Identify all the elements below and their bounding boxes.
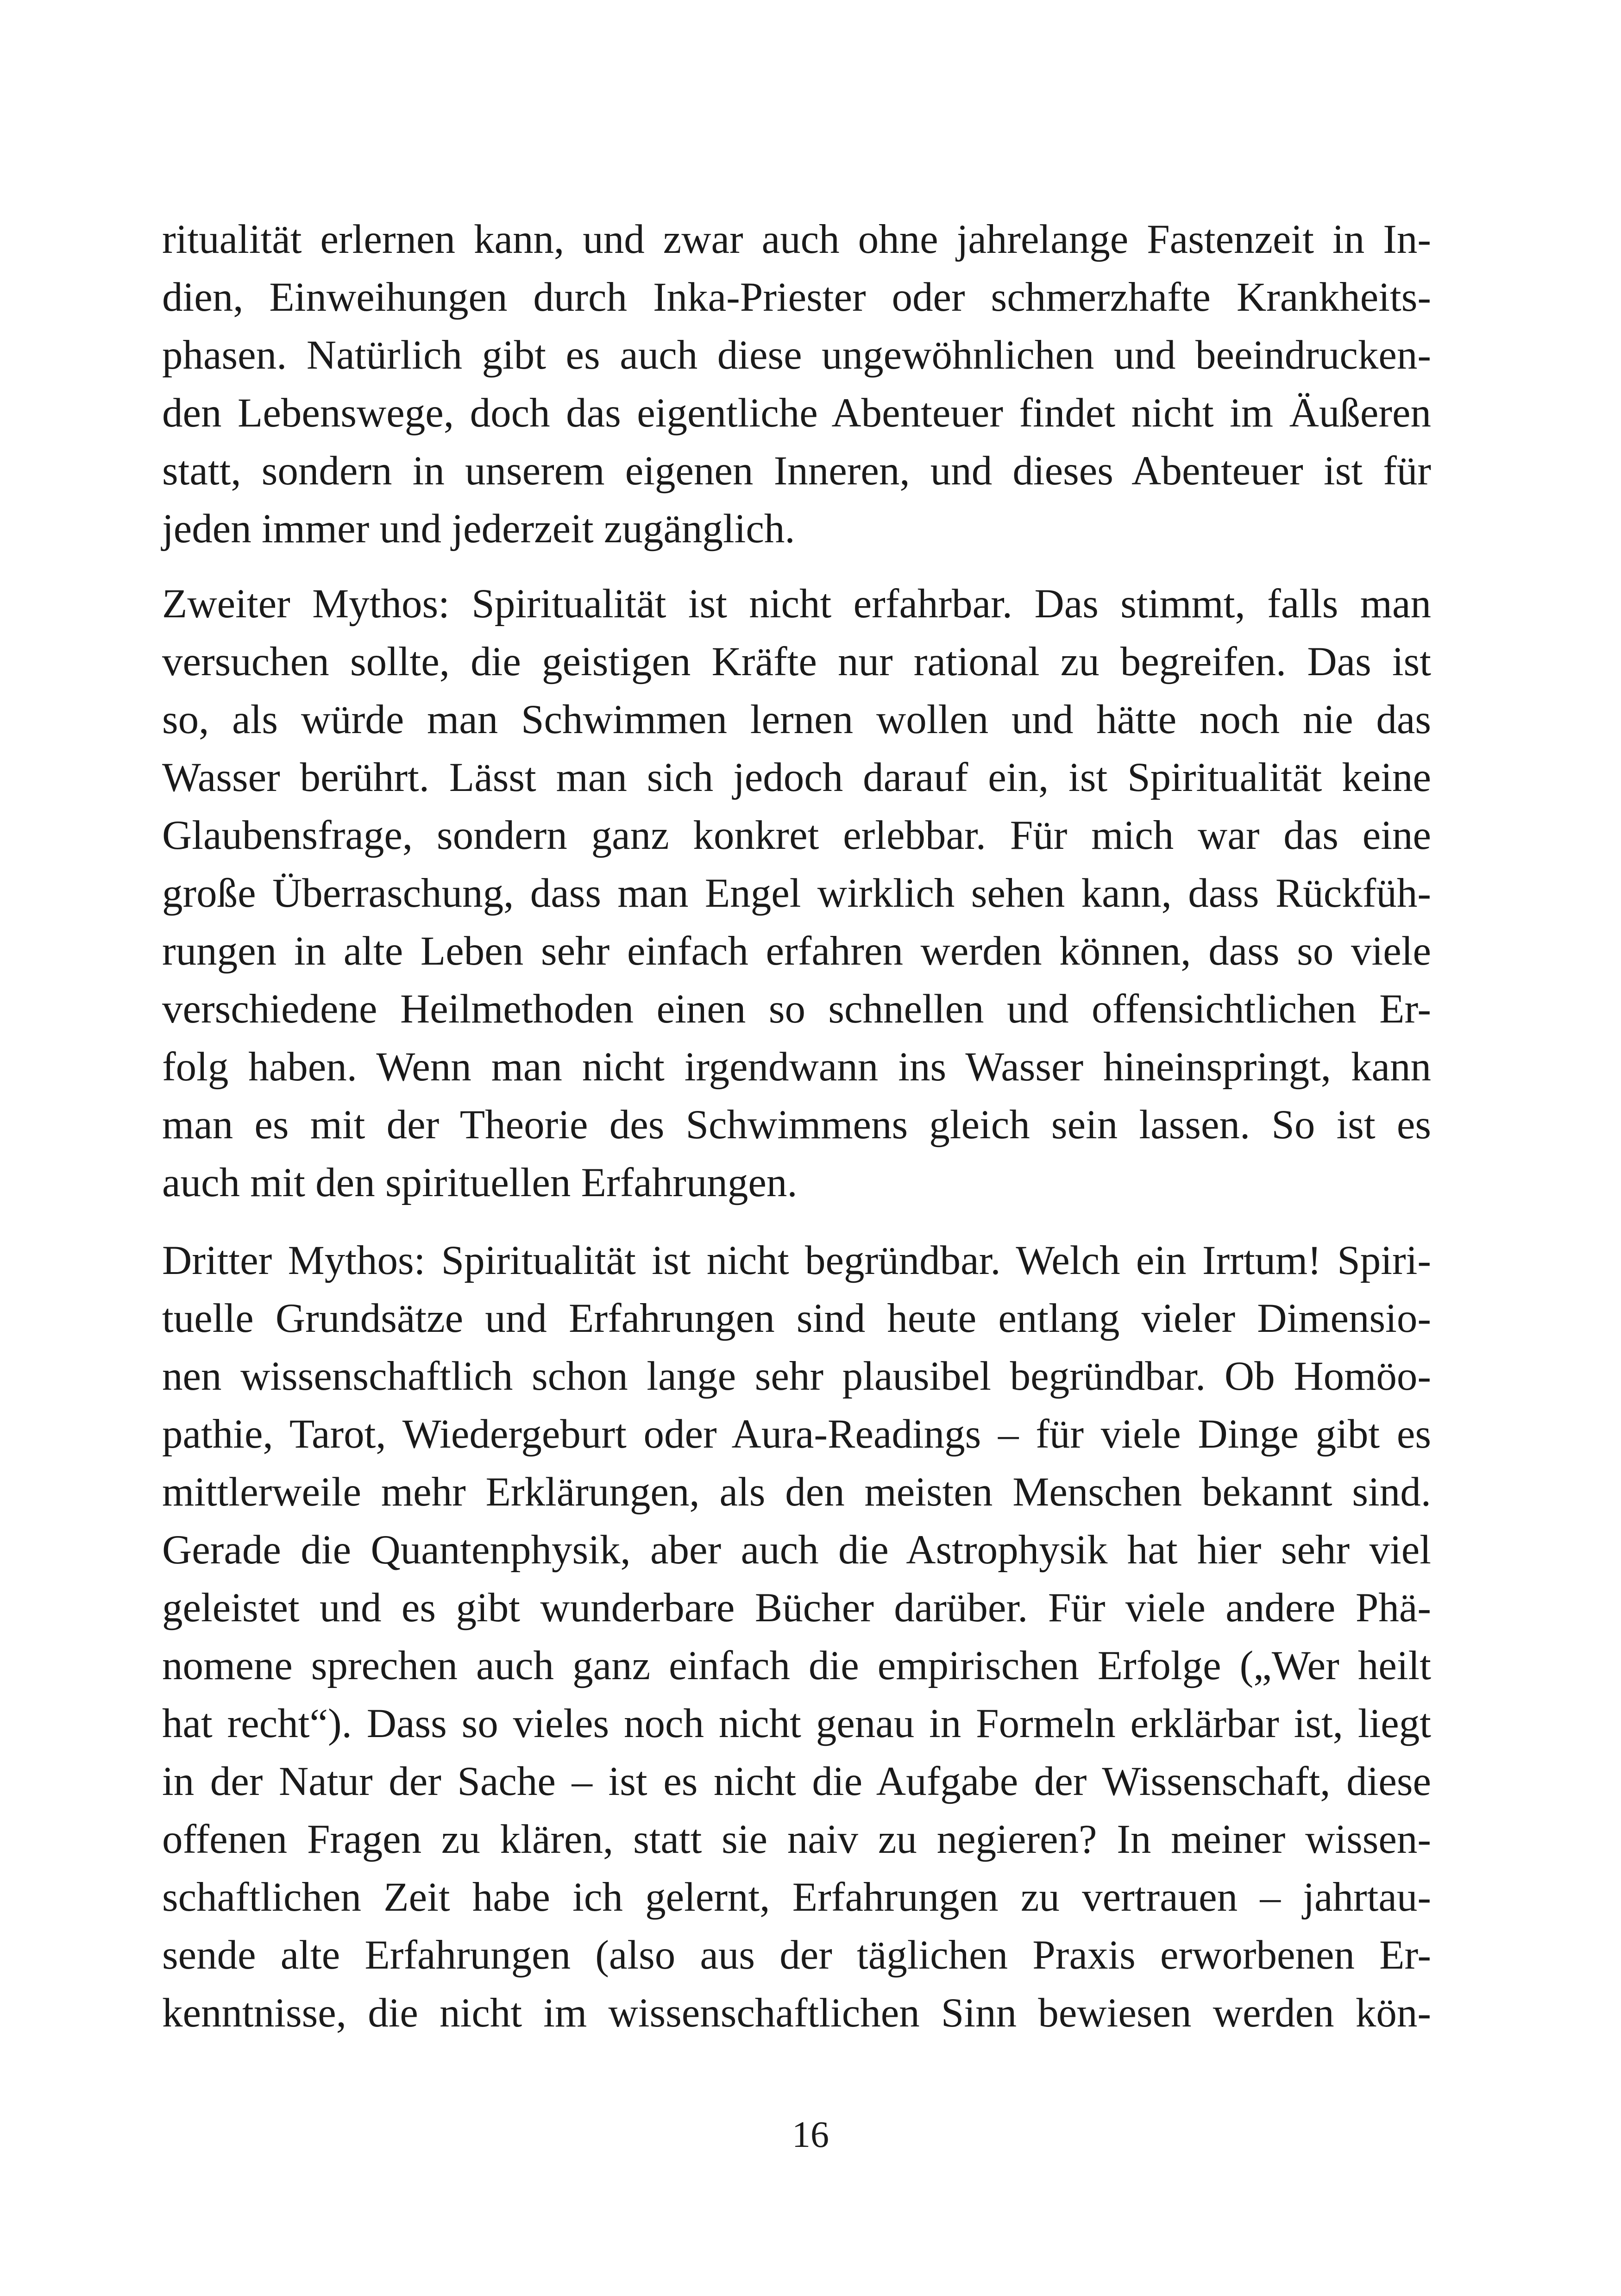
paragraph-2 [162, 575, 1431, 1212]
text-line: folg haben. Wenn man nicht irgendwann ins Wasser hineinspringt, kann [162, 1044, 1431, 1090]
paragraph-1 [162, 211, 1431, 558]
text-line: statt, sondern in unserem eigenen Inneren, und dieses Abenteuer ist für [162, 448, 1431, 494]
text-line: Dritter Mythos: Spiritualität ist nicht begründbar. Welch ein Irrtum! Spiri- [162, 1238, 1431, 1283]
text-line: tuelle Grundsätze und Erfahrungen sind heute entlang vieler Dimensio- [162, 1296, 1431, 1341]
text-line: hat recht“). Dass so vieles noch nicht genau in Formeln erklärbar ist, liegt [162, 1701, 1431, 1746]
text-line: Zweiter Mythos: Spiritualität ist nicht erfahrbar. Das stimmt, falls man [162, 581, 1431, 627]
text-line: nomene sprechen auch ganz einfach die empirischen Erfolge („Wer heilt [162, 1643, 1431, 1688]
text-line: mittlerweile mehr Erklärungen, als den meisten Menschen bekannt sind. [162, 1469, 1431, 1515]
text-line: offenen Fragen zu klären, statt sie naiv zu negieren? In meiner wissen- [162, 1817, 1431, 1862]
text-line: große Überraschung, dass man Engel wirklich sehen kann, dass Rückfüh- [162, 871, 1431, 916]
text-line: sende alte Erfahrungen (also aus der täglichen Praxis erworbenen Er- [162, 1932, 1431, 1978]
text-line: dien, Einweihungen durch Inka-Priester oder schmerzhafte Krankheits- [162, 275, 1431, 320]
paragraph-3 [162, 1232, 1431, 2042]
text-line: in der Natur der Sache – ist es nicht die Aufgabe der Wissenschaft, diese [162, 1759, 1431, 1804]
text-line: versuchen sollte, die geistigen Kräfte nur rational zu begreifen. Das ist [162, 639, 1431, 684]
text-line: kenntnisse, die nicht im wissenschaftlichen Sinn bewiesen werden kön- [162, 1990, 1431, 2036]
text-line: Gerade die Quantenphysik, aber auch die Astrophysik hat hier sehr viel [162, 1527, 1431, 1573]
text-line: ritualität erlernen kann, und zwar auch ohne jahrelange Fastenzeit in In- [162, 217, 1431, 262]
text-line: auch mit den spirituellen Erfahrungen. [162, 1160, 798, 1205]
text-line: verschiedene Heilmethoden einen so schnellen und offensichtlichen Er- [162, 986, 1431, 1032]
text-line: rungen in alte Leben sehr einfach erfahren werden können, dass so viele [162, 928, 1431, 974]
page-number: 16 [792, 2114, 829, 2155]
text-line: Glaubensfrage, sondern ganz konkret erlebbar. Für mich war das eine [162, 813, 1431, 858]
text-line: pathie, Tarot, Wiedergeburt oder Aura-Readings – für viele Dinge gibt es [162, 1411, 1431, 1457]
text-line: jeden immer und jederzeit zugänglich. [162, 506, 795, 552]
text-line: nen wissenschaftlich schon lange sehr plausibel begründbar. Ob Homöo- [162, 1354, 1431, 1399]
text-line: phasen. Natürlich gibt es auch diese ungewöhnlichen und beeindrucken- [162, 332, 1431, 378]
text-line: Wasser berührt. Lässt man sich jedoch darauf ein, ist Spiritualität keine [162, 755, 1431, 800]
text-line: geleistet und es gibt wunderbare Bücher darüber. Für viele andere Phä- [162, 1585, 1431, 1631]
text-line: schaftlichen Zeit habe ich gelernt, Erfahrungen zu vertrauen – jahrtau- [162, 1875, 1431, 1920]
text-line: so, als würde man Schwimmen lernen wollen und hätte noch nie das [162, 697, 1431, 742]
text-line: den Lebenswege, doch das eigentliche Abenteuer findet nicht im Äußeren [162, 390, 1431, 436]
text-line: man es mit der Theorie des Schwimmens gleich sein lassen. So ist es [162, 1102, 1431, 1148]
